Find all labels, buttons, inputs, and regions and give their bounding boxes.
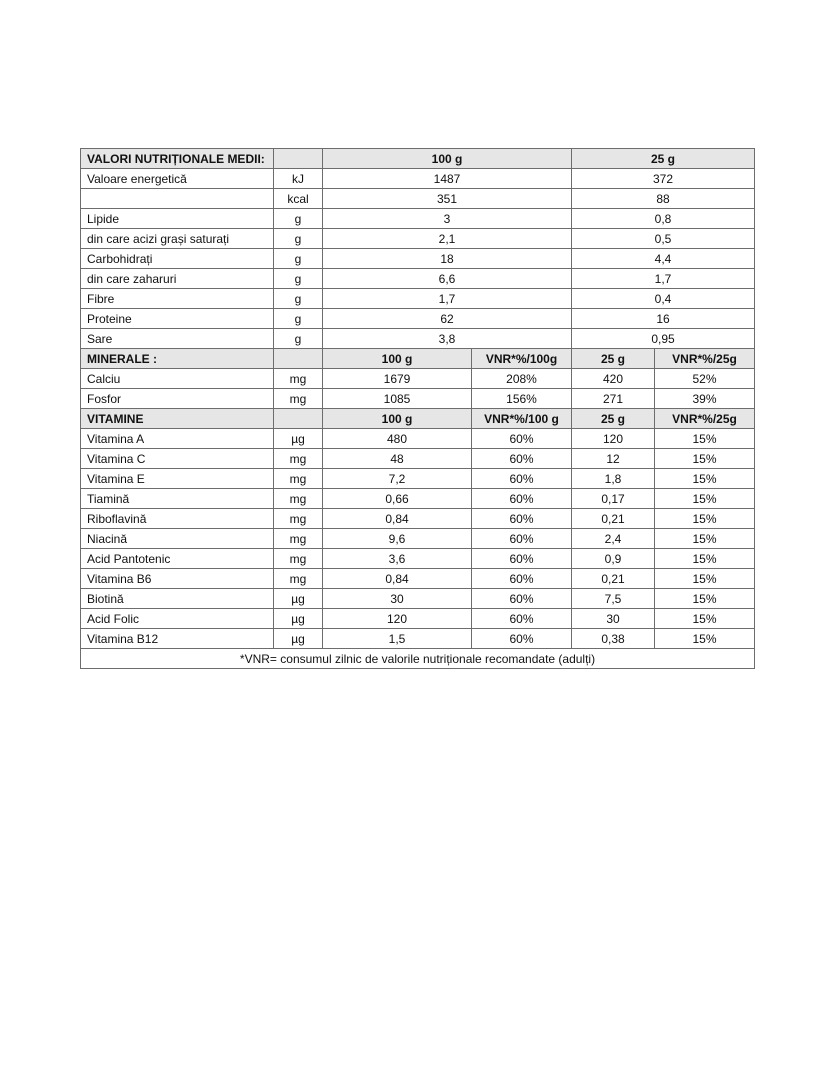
footnote-row [81, 649, 755, 669]
value-per-25g: 0,5 [572, 229, 755, 249]
value-per-25g: 271 [572, 389, 655, 409]
unit-header-cell [274, 149, 323, 169]
vnr-per-100g: 60% [472, 509, 572, 529]
vnr-per-25g: 52% [655, 369, 755, 389]
value-per-100g: 2,1 [323, 229, 572, 249]
mineral-name: Fosfor [81, 389, 274, 409]
unit-header-cell [274, 349, 323, 369]
nutrient-name: din care zaharuri [81, 269, 274, 289]
nutrient-row [81, 169, 755, 189]
vnr-per-100g: 156% [472, 389, 572, 409]
value-per-100g: 1,7 [323, 289, 572, 309]
vnr-per-25g: 15% [655, 629, 755, 649]
nutrient-name: Fibre [81, 289, 274, 309]
vitamin-row [81, 429, 755, 449]
vitamin-row [81, 509, 755, 529]
vitamin-section-title: VITAMINE [81, 409, 274, 429]
nutrient-row [81, 309, 755, 329]
vnr-per-25g: 15% [655, 449, 755, 469]
nutrient-row [81, 249, 755, 269]
vnr-per-25g: 15% [655, 429, 755, 449]
vitamin-name: Vitamina C [81, 449, 274, 469]
mineral-row [81, 389, 755, 409]
vnr-25g-header: VNR*%/25g [655, 409, 755, 429]
vnr-per-25g: 15% [655, 589, 755, 609]
nutrient-name [81, 189, 274, 209]
vitamin-unit: mg [274, 489, 323, 509]
vitamin-row [81, 589, 755, 609]
vnr-per-25g: 15% [655, 529, 755, 549]
value-per-100g: 0,84 [323, 569, 472, 589]
vitamin-unit: mg [274, 469, 323, 489]
nutrient-row [81, 189, 755, 209]
value-per-25g: 0,21 [572, 509, 655, 529]
vnr-per-25g: 15% [655, 549, 755, 569]
nutrient-unit: kJ [274, 169, 323, 189]
nutrient-unit: g [274, 229, 323, 249]
vitamin-row [81, 489, 755, 509]
nutrient-name: Sare [81, 329, 274, 349]
vnr-per-25g: 15% [655, 469, 755, 489]
value-per-100g: 1679 [323, 369, 472, 389]
value-per-25g: 0,9 [572, 549, 655, 569]
value-per-25g: 88 [572, 189, 755, 209]
value-per-25g: 0,8 [572, 209, 755, 229]
nutrient-unit: g [274, 269, 323, 289]
vitamin-row [81, 569, 755, 589]
vitamin-name: Tiamină [81, 489, 274, 509]
value-per-25g: 12 [572, 449, 655, 469]
value-per-100g: 1,5 [323, 629, 472, 649]
nutrient-unit: g [274, 309, 323, 329]
value-per-100g: 480 [323, 429, 472, 449]
vitamin-row [81, 469, 755, 489]
vitamin-row [81, 629, 755, 649]
vitamin-unit: µg [274, 589, 323, 609]
per-25g-header: 25 g [572, 149, 755, 169]
value-per-100g: 3,8 [323, 329, 572, 349]
mineral-header-row [81, 349, 755, 369]
value-per-25g: 0,95 [572, 329, 755, 349]
vnr-per-25g: 15% [655, 569, 755, 589]
vnr-footnote: *VNR= consumul zilnic de valorile nutriționale recomandate (adulți) [81, 649, 755, 669]
value-per-100g: 1487 [323, 169, 572, 189]
vnr-per-100g: 60% [472, 529, 572, 549]
nutrient-name: Valoare energetică [81, 169, 274, 189]
value-per-100g: 1085 [323, 389, 472, 409]
vitamin-name: Vitamina B6 [81, 569, 274, 589]
mineral-row [81, 369, 755, 389]
value-per-100g: 3,6 [323, 549, 472, 569]
nutrient-row [81, 269, 755, 289]
vnr-per-100g: 60% [472, 429, 572, 449]
value-per-25g: 16 [572, 309, 755, 329]
vitamin-name: Vitamina B12 [81, 629, 274, 649]
vnr-per-100g: 60% [472, 549, 572, 569]
vnr-per-100g: 60% [472, 569, 572, 589]
mineral-unit: mg [274, 389, 323, 409]
value-per-25g: 0,4 [572, 289, 755, 309]
value-per-100g: 9,6 [323, 529, 472, 549]
value-per-25g: 4,4 [572, 249, 755, 269]
mineral-name: Calciu [81, 369, 274, 389]
nutrient-row [81, 289, 755, 309]
vnr-100g-header: VNR*%/100 g [472, 409, 572, 429]
value-per-100g: 6,6 [323, 269, 572, 289]
nutrient-unit: g [274, 209, 323, 229]
nutrient-row [81, 209, 755, 229]
vnr-per-25g: 15% [655, 509, 755, 529]
vitamin-name: Niacină [81, 529, 274, 549]
vitamin-unit: mg [274, 449, 323, 469]
value-per-100g: 0,66 [323, 489, 472, 509]
vnr-per-100g: 60% [472, 469, 572, 489]
vnr-per-100g: 60% [472, 449, 572, 469]
value-per-100g: 18 [323, 249, 572, 269]
vnr-25g-header: VNR*%/25g [655, 349, 755, 369]
value-per-25g: 2,4 [572, 529, 655, 549]
vitamin-unit: µg [274, 429, 323, 449]
vitamin-unit: mg [274, 529, 323, 549]
vnr-per-25g: 39% [655, 389, 755, 409]
vnr-per-100g: 60% [472, 589, 572, 609]
mineral-section-title: MINERALE : [81, 349, 274, 369]
nutrient-row [81, 229, 755, 249]
value-per-100g: 0,84 [323, 509, 472, 529]
vitamin-row [81, 449, 755, 469]
vnr-per-100g: 208% [472, 369, 572, 389]
vitamin-name: Acid Folic [81, 609, 274, 629]
per-100g-header: 100 g [323, 149, 572, 169]
vnr-per-25g: 15% [655, 609, 755, 629]
vitamin-name: Riboflavină [81, 509, 274, 529]
vitamin-name: Acid Pantotenic [81, 549, 274, 569]
nutrient-name: din care acizi grași saturați [81, 229, 274, 249]
vitamin-unit: mg [274, 569, 323, 589]
nutrition-table-title: VALORI NUTRIȚIONALE MEDII: [81, 149, 274, 169]
value-per-100g: 120 [323, 609, 472, 629]
value-per-100g: 351 [323, 189, 572, 209]
vitamin-row [81, 609, 755, 629]
vitamin-header-row [81, 409, 755, 429]
vnr-100g-header: VNR*%/100g [472, 349, 572, 369]
value-per-25g: 7,5 [572, 589, 655, 609]
value-per-25g: 420 [572, 369, 655, 389]
nutrient-row [81, 329, 755, 349]
value-per-100g: 3 [323, 209, 572, 229]
vnr-per-100g: 60% [472, 629, 572, 649]
nutrient-unit: kcal [274, 189, 323, 209]
value-per-25g: 30 [572, 609, 655, 629]
vnr-per-100g: 60% [472, 489, 572, 509]
nutrient-unit: g [274, 329, 323, 349]
value-per-25g: 1,7 [572, 269, 755, 289]
nutrient-name: Lipide [81, 209, 274, 229]
vitamin-name: Vitamina A [81, 429, 274, 449]
vitamin-unit: mg [274, 509, 323, 529]
value-per-25g: 0,17 [572, 489, 655, 509]
value-per-25g: 0,21 [572, 569, 655, 589]
value-per-100g: 48 [323, 449, 472, 469]
value-per-100g: 30 [323, 589, 472, 609]
vitamin-unit: µg [274, 629, 323, 649]
value-per-100g: 7,2 [323, 469, 472, 489]
vitamin-unit: mg [274, 549, 323, 569]
mineral-unit: mg [274, 369, 323, 389]
per-100g-header: 100 g [323, 409, 472, 429]
value-per-25g: 372 [572, 169, 755, 189]
nutrition-facts-table [80, 148, 755, 669]
vnr-per-100g: 60% [472, 609, 572, 629]
vitamin-name: Biotină [81, 589, 274, 609]
nutrition-header-row [81, 149, 755, 169]
per-25g-header: 25 g [572, 349, 655, 369]
unit-header-cell [274, 409, 323, 429]
vitamin-unit: µg [274, 609, 323, 629]
value-per-25g: 1,8 [572, 469, 655, 489]
nutrient-name: Carbohidrați [81, 249, 274, 269]
per-25g-header: 25 g [572, 409, 655, 429]
vitamin-row [81, 549, 755, 569]
nutrient-name: Proteine [81, 309, 274, 329]
nutrient-unit: g [274, 289, 323, 309]
vitamin-name: Vitamina E [81, 469, 274, 489]
vitamin-row [81, 529, 755, 549]
vnr-per-25g: 15% [655, 489, 755, 509]
value-per-25g: 120 [572, 429, 655, 449]
value-per-100g: 62 [323, 309, 572, 329]
value-per-25g: 0,38 [572, 629, 655, 649]
nutrient-unit: g [274, 249, 323, 269]
per-100g-header: 100 g [323, 349, 472, 369]
